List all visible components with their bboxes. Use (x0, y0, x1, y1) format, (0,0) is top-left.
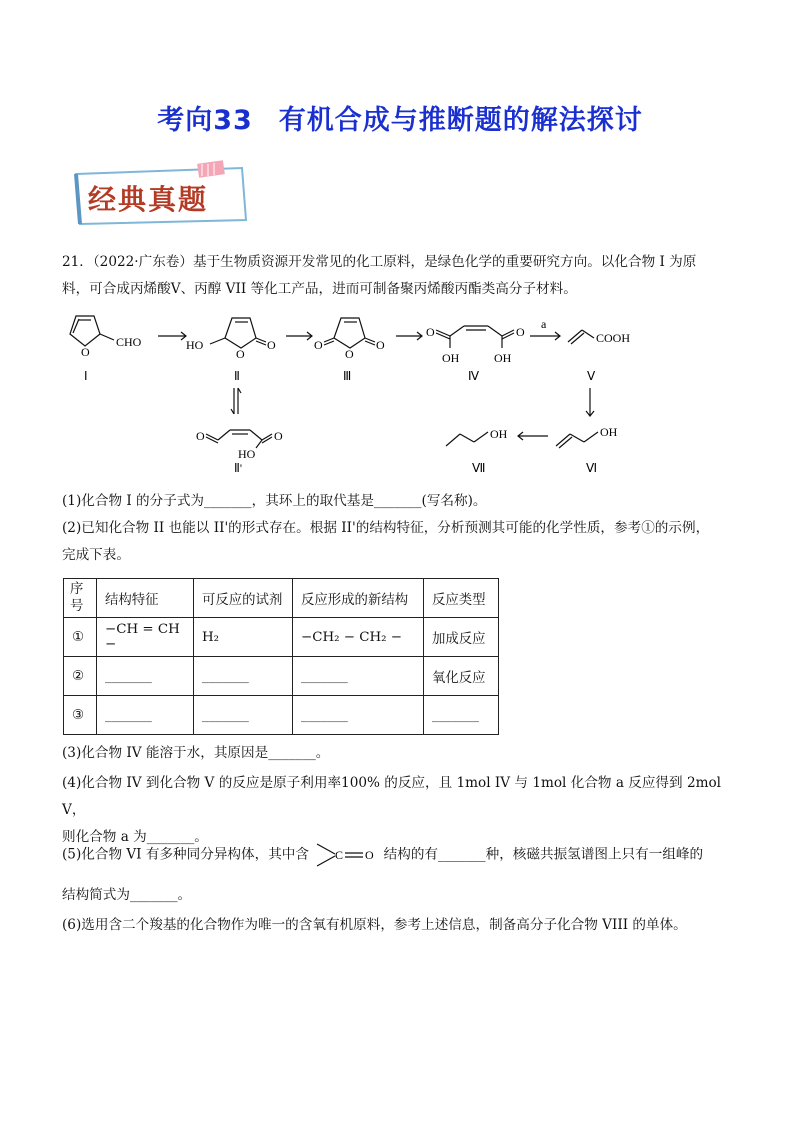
table-cell: _______ (293, 696, 424, 735)
label-III: Ⅲ (343, 369, 352, 383)
equilibrium-arrows (231, 388, 241, 414)
reaction-scheme (60, 306, 740, 490)
arrow-6 (518, 432, 548, 440)
carbonyl-c: C (335, 848, 344, 862)
header-cell: 序号 (64, 579, 97, 618)
compound-V (568, 330, 594, 344)
oh-IV-left: OH (442, 351, 460, 365)
oh-VII: OH (490, 427, 508, 441)
table-cell: ① (64, 618, 97, 657)
compound-I (70, 316, 114, 346)
arrow-4 (530, 332, 560, 340)
cho-label: CHO (116, 335, 142, 349)
question-3: (3)化合物 IV 能溶于水，其原因是_______。 (62, 745, 330, 761)
question-4-line-1: (4)化合物 IV 到化合物 V 的反应是原子利用率100% 的反应，且 1mol IV 与 1mol 化合物 a 反应得到 2mol V， (62, 775, 722, 818)
o-IV-left: O (426, 325, 435, 339)
question-1: (1)化合物 I 的分子式为_______，其环上的取代基是_______(写名称)。 (62, 493, 487, 509)
question-5-post: 结构的有_______种，核磁共振氢谱图上只有一组峰的 (383, 846, 704, 863)
cooh-label: COOH (596, 331, 631, 345)
oh-IV-right: OH (494, 351, 512, 365)
table-cell: _______ (194, 696, 293, 735)
compound-II-prime (206, 430, 272, 448)
header-cell: 反应类型 (424, 579, 499, 618)
table-row (64, 696, 499, 735)
ring-o-II: O (236, 347, 245, 361)
table-cell: 加成反应 (424, 618, 499, 657)
answer-table (63, 578, 499, 735)
label-I: Ⅰ (84, 369, 88, 383)
banner-label: 经典真题 (88, 183, 209, 216)
compound-VI (556, 432, 598, 448)
arrow-2 (286, 332, 312, 340)
reagent-a: a (541, 317, 547, 331)
table-header-row (64, 579, 499, 618)
table-cell: _______ (424, 696, 499, 735)
compound-III (324, 318, 375, 348)
furan-o: O (81, 345, 90, 359)
label-II: Ⅱ (234, 369, 240, 383)
title-number: 考向33 (157, 105, 253, 136)
ho-label-II: HO (186, 338, 204, 352)
arrow-1 (158, 332, 186, 340)
carbonyl-o-III-right: O (376, 338, 385, 352)
table-cell: H₂ (194, 618, 293, 657)
label-VI: Ⅵ (586, 461, 598, 475)
oh-VI: OH (600, 425, 618, 439)
question-2-line-2: 完成下表。 (62, 547, 130, 563)
table-cell: _______ (293, 657, 424, 696)
problem-intro (62, 249, 742, 303)
carbonyl-o-II: O (267, 338, 276, 352)
label-VII: Ⅶ (472, 461, 486, 475)
question-5-line-2: 结构简式为_______。 (62, 887, 192, 903)
question-6: (6)选用含二个羧基的化合物作为唯一的含氧有机原料，参考上述信息，制备高分子化合物 VIII 的单体。 (62, 917, 687, 933)
question-5-pre: (5)化合物 VI 有多种同分异构体，其中含 (62, 846, 309, 863)
header-cell: 结构特征 (97, 579, 194, 618)
question-5-line-1 (62, 840, 742, 870)
table-cell: ② (64, 657, 97, 696)
table-cell: −CH₂ − CH₂ − (293, 618, 424, 657)
table-cell: _______ (97, 657, 194, 696)
o-II-prime-left: O (196, 429, 205, 443)
arrow-3 (396, 332, 422, 340)
table-cell: ③ (64, 696, 97, 735)
question-4 (62, 770, 742, 851)
compound-VII (446, 432, 488, 446)
compound-II (210, 318, 266, 348)
label-IV: Ⅳ (468, 369, 480, 383)
label-V: Ⅴ (587, 369, 596, 383)
title-text: 有机合成与推断题的解法探讨 (278, 105, 643, 136)
table-cell: 氧化反应 (424, 657, 499, 696)
carbonyl-o-III-left: O (314, 338, 323, 352)
carbonyl-o: O (365, 848, 374, 862)
compound-IV (436, 326, 514, 348)
page-title (0, 98, 800, 137)
o-IV-right: O (516, 325, 525, 339)
question-4-line-2: 则化合物 a 为_______。 (62, 829, 208, 845)
ho-II-prime: HO (238, 447, 256, 461)
label-II-prime: Ⅱ' (234, 461, 243, 475)
ring-o-III: O (345, 347, 354, 361)
question-2-line-1: (2)已知化合物 II 也能以 II'的形式存在。根据 II'的结构特征，分析预测其可能的化学性质，参考①的示例， (62, 520, 710, 536)
problem-line-2: 料，可合成丙烯酸V、丙醇 VII 等化工产品，进而可制备聚丙烯酸丙酯类高分子材料。 (62, 281, 577, 297)
table-cell: _______ (194, 657, 293, 696)
table-row (64, 657, 499, 696)
header-cell: 反应形成的新结构 (293, 579, 424, 618)
table-row (64, 618, 499, 657)
carbonyl-structure (313, 840, 379, 870)
arrow-5 (586, 388, 594, 416)
questions-block-1 (62, 488, 742, 569)
problem-line-1: 21．（2022·广东卷）基于生物质资源开发常见的化工原料，是绿色化学的重要研究方向。以化合物 I 为原 (62, 254, 697, 270)
header-cell: 可反应的试剂 (194, 579, 293, 618)
o-II-prime-right: O (274, 429, 283, 443)
table-cell: −CH = CH − (97, 618, 194, 657)
table-cell: _______ (97, 696, 194, 735)
